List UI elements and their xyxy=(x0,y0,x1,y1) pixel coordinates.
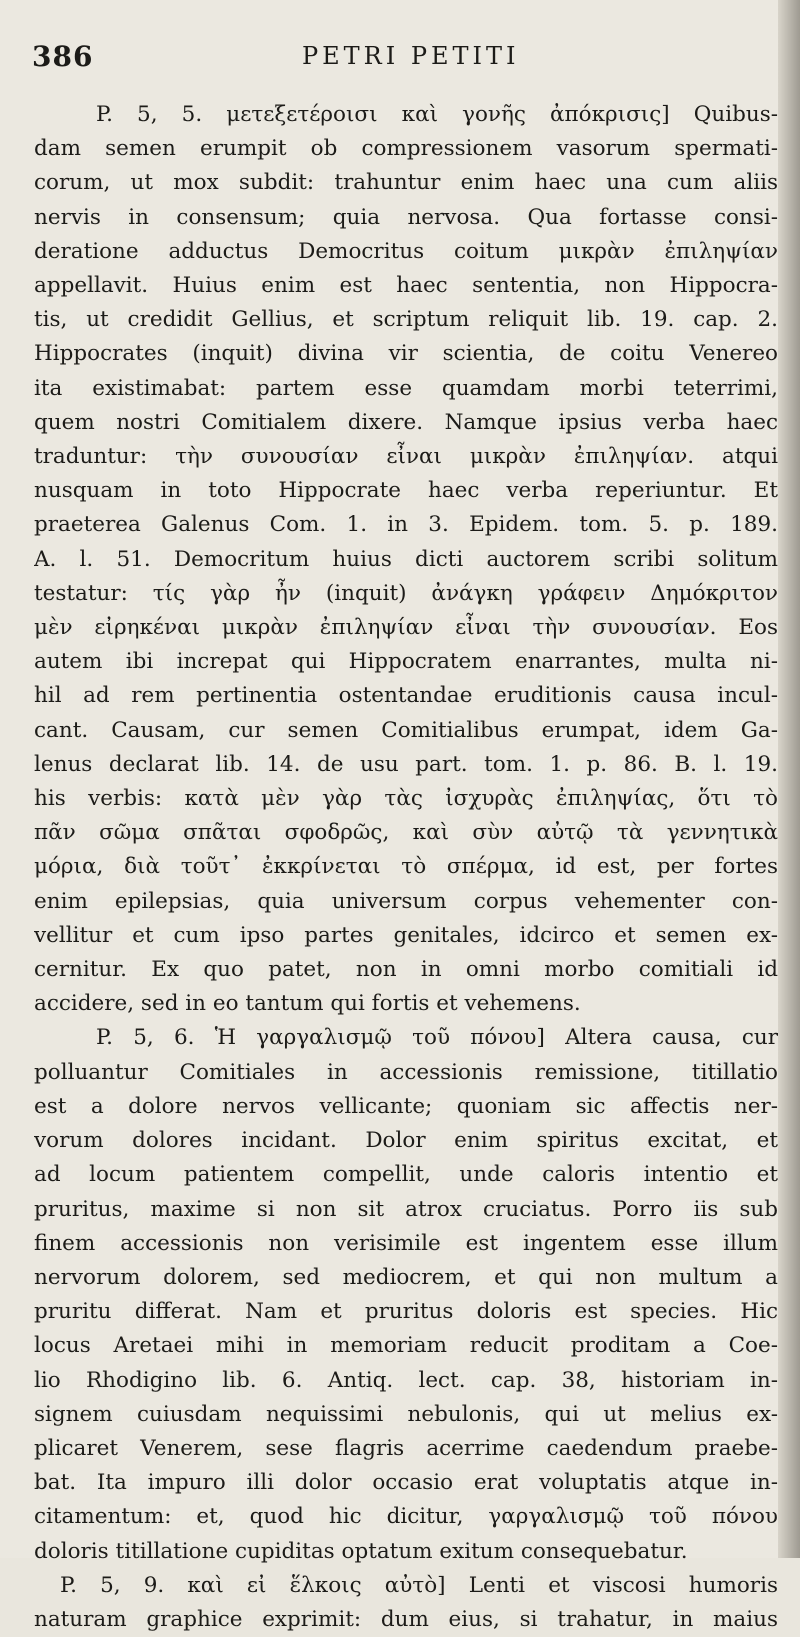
page-header xyxy=(32,38,770,78)
text-line: P. 5, 6. Ἡ γαργαλισμῷ τοῦ πόνου] Altera causa, cur xyxy=(96,1025,778,1051)
text-line: dam semen erumpit ob compressionem vasorum spermati- xyxy=(34,136,778,162)
text-line: lio Rhodigino lib. 6. Antiq. lect. cap. 38, historiam in- xyxy=(34,1367,778,1393)
text-line: bat. Ita impuro illi dolor occasio erat voluptatis atque in- xyxy=(34,1470,778,1496)
text-line: citamentum: et, quod hic dicitur, γαργαλισμῷ τοῦ πόνου xyxy=(34,1504,778,1530)
text-line: quem nostri Comitialem dixere. Namque ipsius verba haec xyxy=(34,409,778,435)
text-line: appellavit. Huius enim est haec sententia, non Hippocra- xyxy=(34,273,778,299)
page-edge-shadow xyxy=(778,0,800,1558)
text-line: plicaret Venerem, sese flagris acerrime caedendum praebe- xyxy=(34,1435,778,1461)
text-line: his verbis: κατὰ μὲν γὰρ τὰς ἰσχυρὰς ἐπιληψίας, ὅτι τὸ xyxy=(34,786,778,812)
text-line: lenus declarat lib. 14. de usu part. tom. 1. p. 86. B. l. 19. xyxy=(34,751,778,777)
text-line: deratione adductus Democritus coitum μικρὰν ἐπιληψίαν xyxy=(34,238,778,264)
text-line: pruritu differat. Nam et pruritus doloris est species. Hic xyxy=(34,1299,778,1325)
text-line: finem accessionis non verisimile est ingentem esse illum xyxy=(34,1230,778,1256)
text-line: Hippocrates (inquit) divina vir scientia, de coitu Venereo xyxy=(34,341,778,367)
running-title: PETRI PETITI xyxy=(302,42,520,70)
text-line: praeterea Galenus Com. 1. in 3. Epidem. tom. 5. p. 189. xyxy=(34,512,778,538)
text-line: hil ad rem pertinentia ostentandae eruditionis causa incul- xyxy=(34,683,778,709)
text-line: polluantur Comitiales in accessionis remissione, titillatio xyxy=(34,1059,778,1085)
text-line: cernitur. Ex quo patet, non in omni morbo comitiali id xyxy=(34,957,778,983)
text-line: A. l. 51. Democritum huius dicti auctorem scribi solitum xyxy=(34,546,778,572)
text-line: tis, ut credidit Gellius, et scriptum reliquit lib. 19. cap. 2. xyxy=(34,307,778,333)
text-line: cant. Causam, cur semen Comitialibus erumpat, idem Ga- xyxy=(34,717,778,743)
text-line: corum, ut mox subdit: trahuntur enim haec una cum aliis xyxy=(34,170,778,196)
text-line: autem ibi increpat qui Hippocratem enarrantes, multa ni- xyxy=(34,649,778,675)
body-text xyxy=(34,98,778,1637)
text-line: vellitur et cum ipso partes genitales, idcirco et semen ex- xyxy=(34,922,778,948)
text-line: P. 5, 5. μετεξετέροισι καὶ γονῆς ἀπόκρισις] Quibus- xyxy=(96,102,778,127)
text-line: nervis in consensum; quia nervosa. Qua fortasse consi- xyxy=(34,204,778,230)
text-line: pruritus, maxime si non sit atrox cruciatus. Porro iis sub xyxy=(34,1196,778,1222)
text-line: naturam graphice exprimit: dum eius, si trahatur, in maius xyxy=(34,1606,778,1632)
text-line: ad locum patientem compellit, unde caloris intentio et xyxy=(34,1162,778,1188)
text-line: nervorum dolorem, sed mediocrem, et qui non multum a xyxy=(34,1264,778,1290)
text-line: πᾶν σῶμα σπᾶται σφοδρῶς, καὶ σὺν αὐτῷ τὰ γεννητικὰ xyxy=(34,820,778,846)
text-line: vorum dolores incidant. Dolor enim spiritus excitat, et xyxy=(34,1128,778,1154)
page-number: 386 xyxy=(32,40,94,73)
text-line: testatur: τίς γὰρ ἦν (inquit) ἀνάγκη γράφειν Δημόκριτον xyxy=(34,580,778,606)
text-line: est a dolore nervos vellicante; quoniam sic affectis ner- xyxy=(34,1093,778,1119)
text-line: P. 5, 9. καὶ εἰ ἕλκοις αὐτὸ] Lenti et viscosi humoris xyxy=(60,1572,778,1598)
text-line: traduntur: τὴν συνουσίαν εἶναι μικρὰν ἐπιληψίαν. atqui xyxy=(34,444,778,470)
text-line: doloris titillatione cupiditas optatum exitum consequebatur. xyxy=(34,1538,688,1564)
text-line: enim epilepsias, quia universum corpus vehementer con- xyxy=(34,888,778,914)
text-line: ita existimabat: partem esse quamdam morbi teterrimi, xyxy=(34,375,778,401)
text-line: signem cuiusdam nequissimi nebulonis, qui ut melius ex- xyxy=(34,1401,778,1427)
text-line: μὲν εἰρηκέναι μικρὰν ἐπιληψίαν εἶναι τὴν συνουσίαν. Eos xyxy=(34,615,778,641)
text-line: nusquam in toto Hippocrate haec verba reperiuntur. Et xyxy=(34,478,778,504)
text-line: μόρια, διὰ τοῦτ᾽ ἐκκρίνεται τὸ σπέρμα, id est, per fortes xyxy=(34,854,778,880)
text-line: accidere, sed in eo tantum qui fortis et vehemens. xyxy=(34,991,581,1017)
text-line: locus Aretaei mihi in memoriam reducit proditam a Coe- xyxy=(34,1333,778,1359)
